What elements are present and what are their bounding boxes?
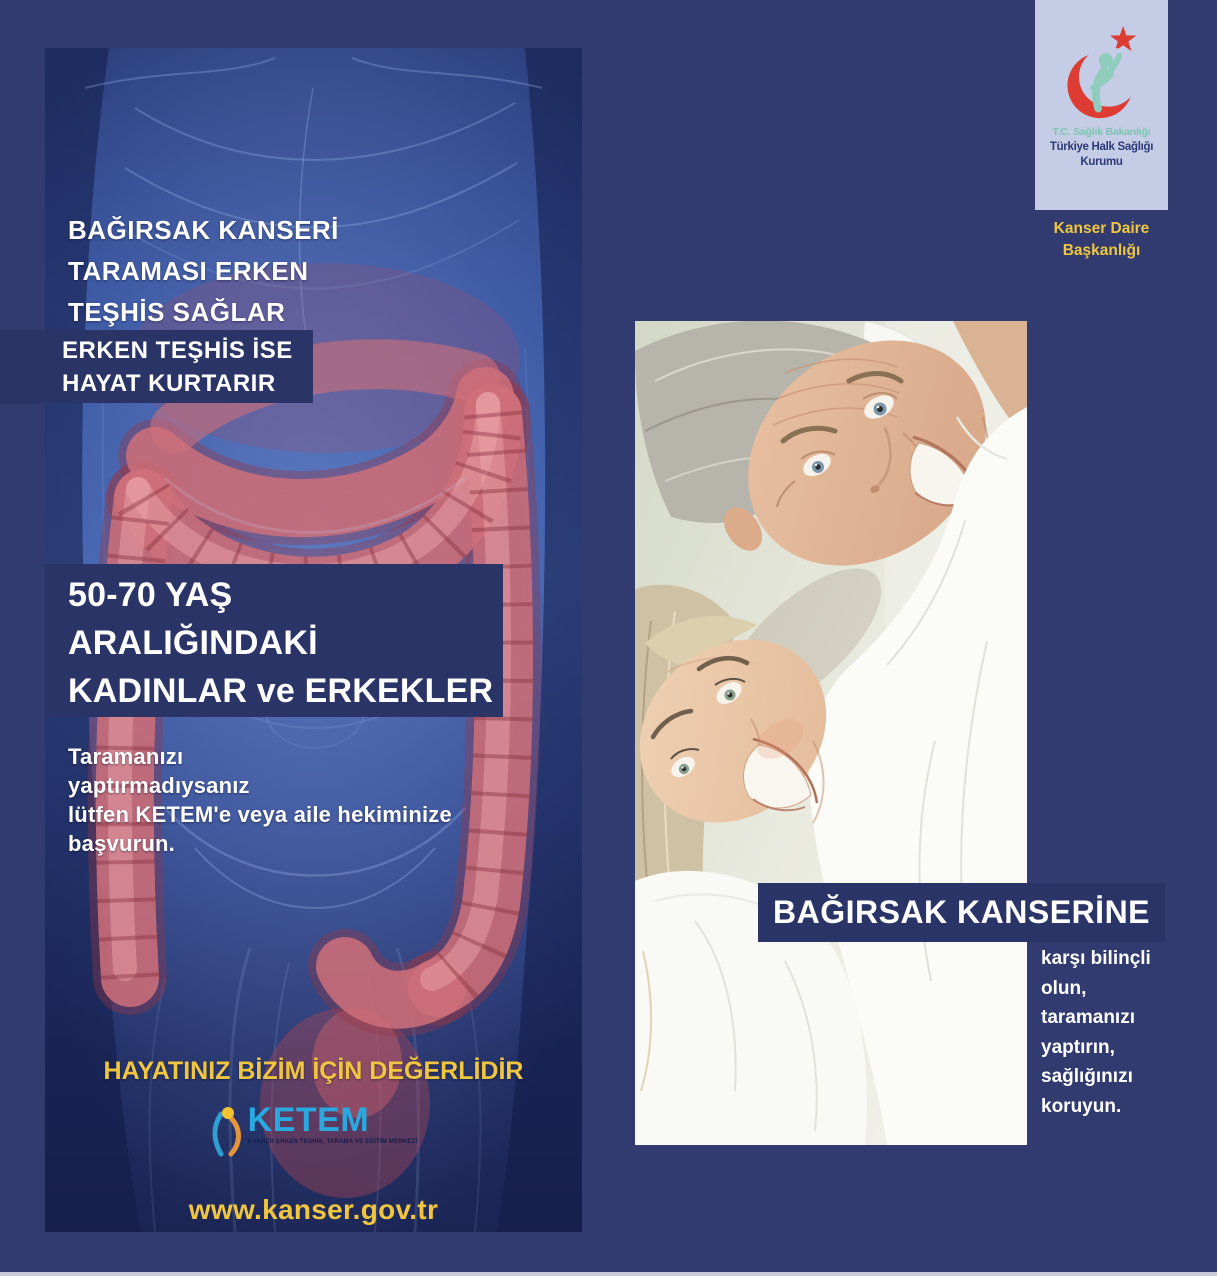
headline-line: BAĞIRSAK KANSERİ [68,215,339,245]
banner-line: ERKEN TEŞHİS İSE [62,337,293,364]
info-line: lütfen KETEM'e veya aile hekiminize [68,802,452,827]
gov-logo-box [1035,0,1168,210]
ministry-name: T.C. Sağlık Bakanlığı [1052,126,1151,138]
headline-line: TEŞHİS SAĞLAR [68,297,286,327]
institution-name: Türkiye Halk Sağlığı Kurumu [1049,141,1154,168]
awareness-message [1041,944,1186,1121]
info-line: başvurun. [68,831,175,856]
message-line: olun, [1041,977,1087,999]
message-line: yaptırın, [1041,1036,1115,1058]
ketem-wordmark-group [248,1102,418,1145]
ketem-figure-icon [210,1104,244,1160]
bottom-edge-strip [0,1272,1217,1276]
department-name: Kanser Daire Başkanlığı [1053,220,1150,259]
banner-line: HAYAT KURTARIR [62,370,276,397]
ketem-tagline: KANSER ERKEN TEŞHİS, TARAMA VE EĞİTİM MERKEZİ [247,1139,418,1145]
ketem-wordmark: KETEM [247,1101,370,1139]
early-diagnosis-banner [0,330,313,403]
slogan-text: HAYATINIZ BİZİM İÇİN DEĞERLİDİR [103,1057,524,1085]
ketem-logo [45,1102,582,1160]
headline-line: TARAMASI ERKEN [68,256,309,286]
age-range-box [45,564,503,717]
message-line: taramanızı [1041,1007,1135,1028]
message-line: sağlığınızı [1041,1066,1133,1087]
crescent-star-emblem [1054,24,1150,124]
screening-headline [68,210,339,333]
age-line: KADINLAR ve ERKEKLER [68,672,494,710]
couple-photo [635,321,1027,1145]
screening-info-text [68,742,452,858]
age-line: ARALIĞINDAKİ [68,624,318,662]
message-line: karşı bilinçli [1041,948,1151,969]
age-line: 50-70 YAŞ [68,576,233,614]
message-line: koruyun. [1041,1095,1122,1117]
website-text: www.kanser.gov.tr [188,1194,439,1225]
info-line: yaptırmadıysanız [68,773,250,798]
star-icon [1109,26,1135,51]
info-line: Taramanızı [68,744,184,769]
couple-photo-illustration [635,321,1027,1145]
band-title: BAĞIRSAK KANSERİNE [758,883,1165,942]
